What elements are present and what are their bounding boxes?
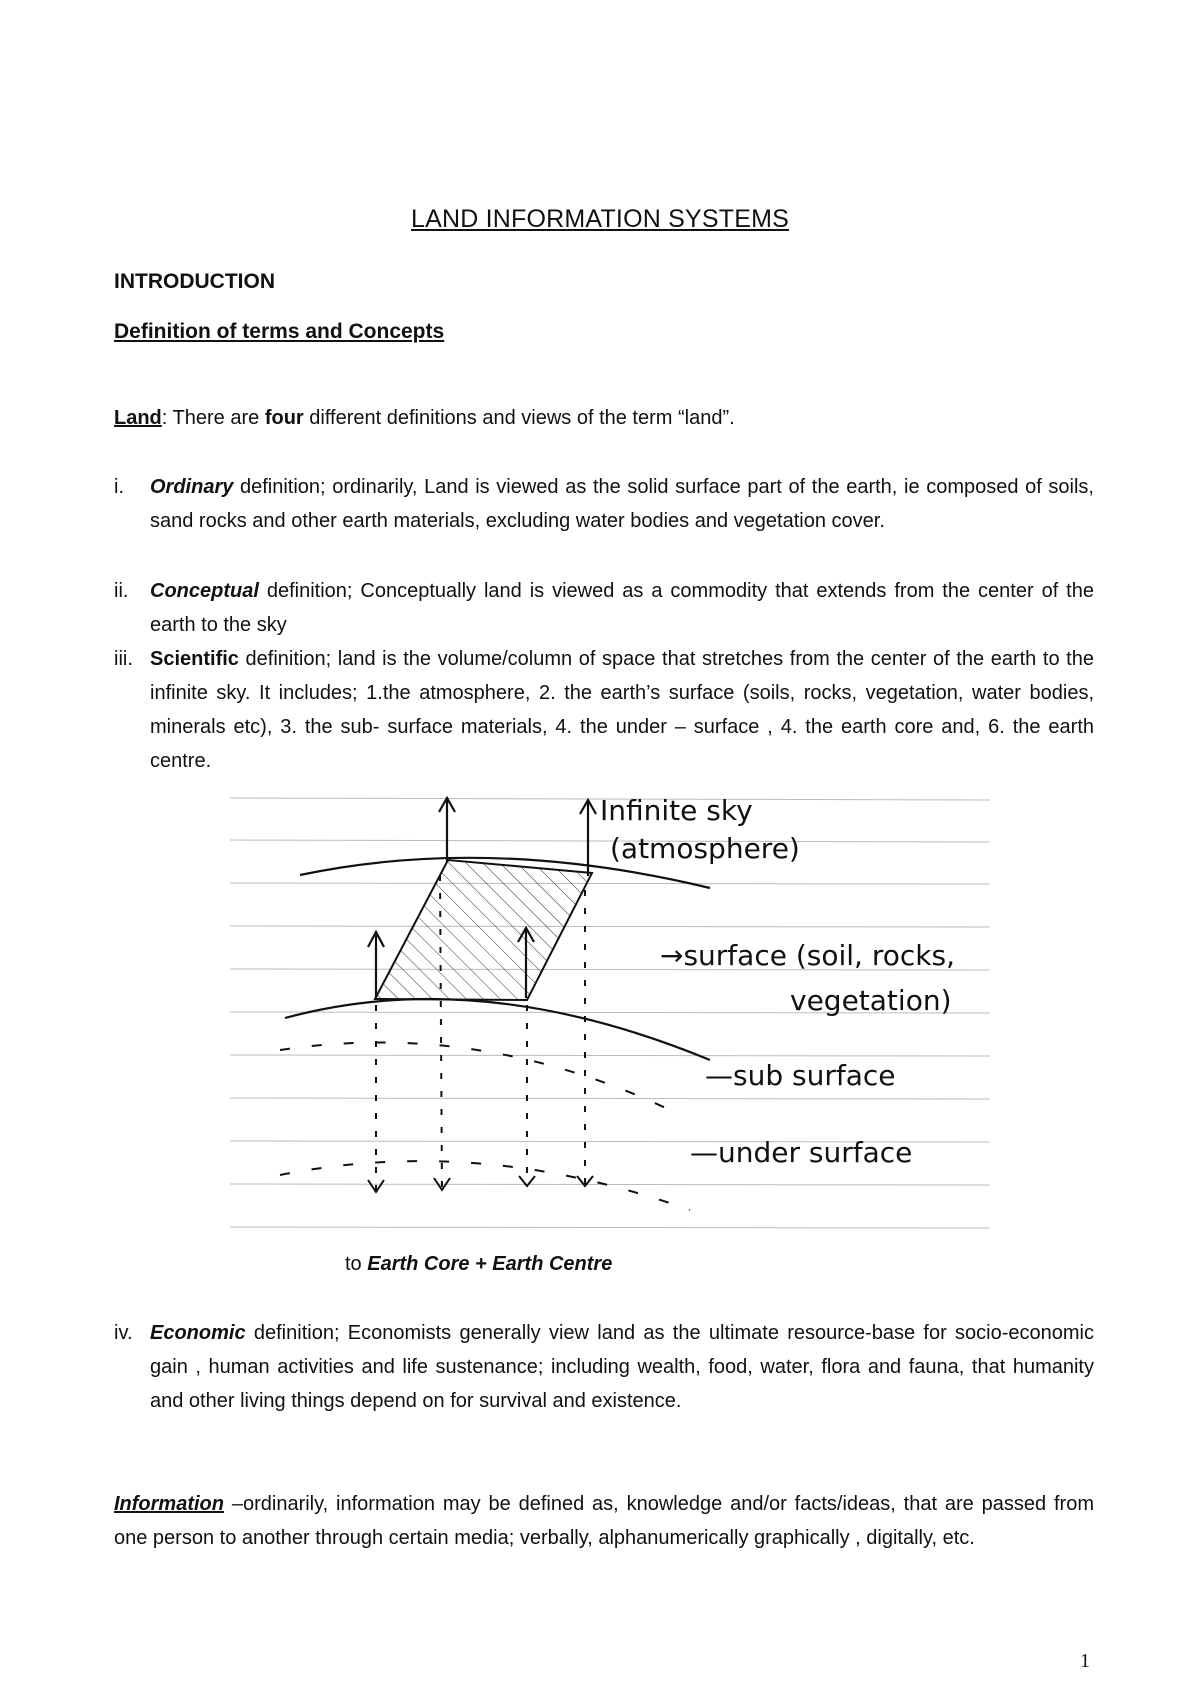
land-lead-bold: four [264, 407, 304, 429]
definitions-heading: Definition of terms and Concepts [114, 320, 445, 343]
item-text: definition; ordinarily, Land is viewed as the solid surface part of the earth, ie composed of soils, sand rocks and other earth materials, excluding water bodies and vegetation cover. [150, 476, 1094, 532]
land-column-diagram [230, 780, 990, 1235]
item-term: Scientific [150, 648, 239, 670]
definition-item-conceptual [114, 574, 1094, 644]
land-term: Land [114, 407, 162, 429]
land-intro-paragraph [114, 401, 1094, 435]
definition-item-ordinary [114, 470, 1094, 575]
under-surface-dashed-curve [280, 1161, 690, 1210]
item-term: Economic [150, 1322, 246, 1344]
label-surface: →surface (soil, rocks, [660, 939, 955, 972]
item-number: iii. [114, 648, 133, 670]
caption-prefix: to [345, 1253, 368, 1275]
definition-item-economic [114, 1316, 1094, 1421]
item-number: i. [114, 476, 124, 498]
item-term: Conceptual [150, 580, 259, 602]
definition-item-scientific [114, 642, 1094, 782]
land-lead-a: There are [167, 407, 265, 429]
item-text: definition; Economists generally view land as the ultimate resource-base for socio-economic gain , human activities and life sustenance; including wealth, food, water, flora and fauna, that humanity and other living things depend on for survival and existence. [150, 1322, 1094, 1412]
label-sub-surface: —sub surface [705, 1059, 896, 1092]
item-number: ii. [114, 580, 129, 602]
label-infinite-sky: Infinite sky [600, 794, 753, 827]
information-paragraph [114, 1487, 1094, 1555]
land-column-hatch [375, 860, 592, 1000]
land-lead-b: different definitions and views of the term “land”. [303, 407, 735, 429]
information-text: –ordinarily, information may be defined as, knowledge and/or facts/ideas, that are passed from one person to another through certain media; verbally, alphanumerically graphically , digitally, etc. [114, 1493, 1094, 1549]
item-number: iv. [114, 1322, 133, 1344]
label-vegetation: vegetation) [790, 984, 952, 1017]
label-under-surface: —under surface [690, 1136, 913, 1169]
intro-heading: INTRODUCTION [114, 270, 275, 293]
surface-curve [285, 999, 710, 1060]
item-text: definition; land is the volume/column of space that stretches from the center of the earth to the infinite sky. It includes; 1.the atmosphere, 2. the earth’s surface (soils, rocks, vegetation, water bodies, minerals etc), 3. the sub- surface materials, 4. the under – surface , 4. the earth core and, 6. the earth centre. [150, 648, 1094, 772]
diagram-caption [345, 1253, 612, 1276]
sub-surface-dashed-curve [280, 1043, 670, 1111]
information-term: Information [114, 1493, 224, 1515]
caption-emphasis: Earth Core + Earth Centre [367, 1253, 613, 1275]
document-title: LAND INFORMATION SYSTEMS [411, 205, 789, 233]
page-number: 1 [1080, 1650, 1090, 1672]
item-term: Ordinary [150, 476, 234, 498]
item-text: definition; Conceptually land is viewed as a commodity that extends from the center of the earth to the sky [150, 580, 1094, 636]
land-colon: : [161, 407, 168, 429]
label-atmosphere: (atmosphere) [610, 832, 800, 865]
